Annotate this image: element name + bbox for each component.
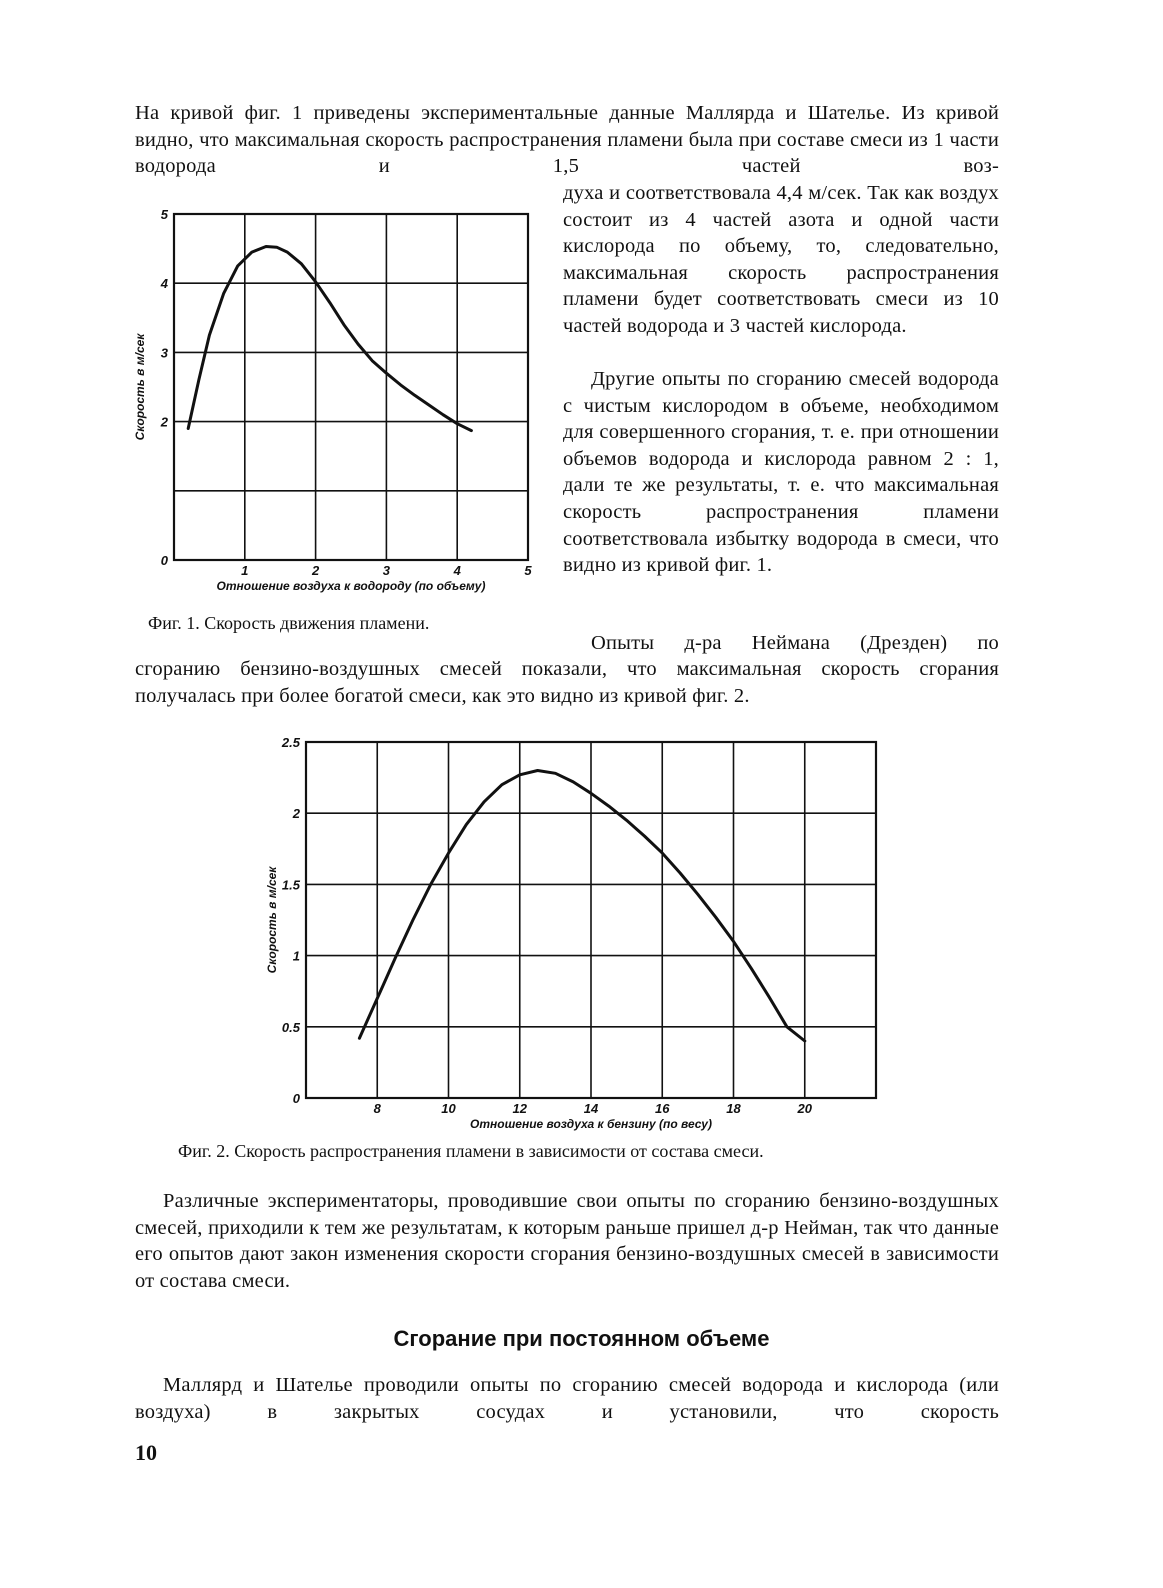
figure-2-caption: Фиг. 2. Скорость распространения пламени в зависимости от состава смеси. — [178, 1141, 764, 1161]
y-tick-label: 0 — [292, 1091, 300, 1106]
x-tick-label: 5 — [524, 563, 532, 578]
paragraph-intro-full: На кривой фиг. 1 приведены экспериментальные данные Маллярда и Шателье. Из кривой видно, что максимальная скорость распространения пламени была при составе смеси из 1 части водорода и 1,5 частей воз- — [135, 102, 999, 178]
paragraph-intro-side: духа и соответствовала 4,4 м/сек. Так как воздух состоит из 4 частей азота и одной части кислорода по объему, то, следовательно, максимальная скорость распространения пламени будет соответствовать смеси из 10 частей водорода и 3 частей кислорода. — [563, 182, 999, 337]
paragraph-other-tests: Другие опыты по сгоранию смесей водорода с чистым кислородом в объеме, необходимом для совершенного сгорания, т. е. при отношении объемов водорода и кислорода равном 2 : 1, дали те же результаты, т. е. что максимальная скорость распространения пламени соответствовала избытку водорода в смеси, что видно из кривой фиг. 1. — [563, 368, 999, 577]
y-tick-label: 3 — [160, 345, 168, 361]
section-heading: Сгорание при постоянном объеме — [393, 1326, 770, 1351]
figure-1-chart — [130, 196, 550, 616]
paragraph-constant-volume: Маллярд и Шателье проводили опыты по сгоранию смесей водорода и кислорода (или воздуха) в закрытых сосудах и установили, что скорость — [135, 1374, 999, 1423]
data-curve — [359, 771, 804, 1042]
y-tick-label: 1.5 — [281, 877, 300, 893]
x-tick-label: 14 — [583, 1101, 599, 1116]
figure-2-chart — [250, 728, 890, 1138]
plot-frame — [174, 214, 528, 560]
x-tick-label: 10 — [441, 1101, 456, 1116]
paragraph-neumann-side: Опыты д-ра Неймана (Дрезден) по — [591, 632, 999, 654]
x-tick-label: 16 — [655, 1101, 670, 1116]
x-tick-label: 20 — [797, 1101, 812, 1116]
x-tick-label: 4 — [453, 563, 461, 578]
x-tick-label: 3 — [382, 563, 391, 578]
page-number: 10 — [135, 1440, 157, 1465]
y-tick-label: 2.5 — [281, 735, 300, 750]
y-axis-label: Скорость в м/сек — [133, 333, 147, 441]
y-axis-label: Скорость в м/сек — [265, 866, 279, 974]
figure-1-caption: Фиг. 1. Скорость движения пламени. — [148, 613, 430, 633]
data-curve — [188, 247, 471, 431]
paragraph-experimenters: Различные экспериментаторы, проводившие свои опыты по сгоранию бензино-воздушных смесей, приходили к тем же результатам, к которым раньше пришел д-р Нейман, так что данные его опытов дают закон изменения скорости сгорания бензино-воздушных смесей в зависимости от состава смеси. — [135, 1190, 999, 1292]
x-tick-label: 12 — [512, 1101, 527, 1116]
y-tick-label: 5 — [160, 207, 168, 222]
y-tick-label: 0.5 — [281, 1019, 300, 1035]
x-tick-label: 18 — [726, 1101, 741, 1116]
y-tick-label: 1 — [292, 948, 300, 964]
y-tick-label: 2 — [160, 414, 168, 430]
x-tick-label: 2 — [311, 563, 320, 578]
paragraph-neumann-full: сгоранию бензино-воздушных смесей показали, что максимальная скорость сгорания получалась при более богатой смеси, как это видно из кривой фиг. 2. — [135, 658, 999, 707]
y-tick-label: 0 — [160, 553, 168, 568]
x-tick-label: 8 — [373, 1101, 381, 1116]
y-tick-label: 2 — [292, 806, 300, 822]
x-axis-label: Отношение воздуха к бензину (по весу) — [470, 1117, 712, 1131]
y-tick-label: 4 — [160, 276, 168, 292]
x-tick-label: 1 — [241, 563, 249, 578]
x-axis-label: Отношение воздуха к водороду (по объему) — [216, 579, 486, 593]
